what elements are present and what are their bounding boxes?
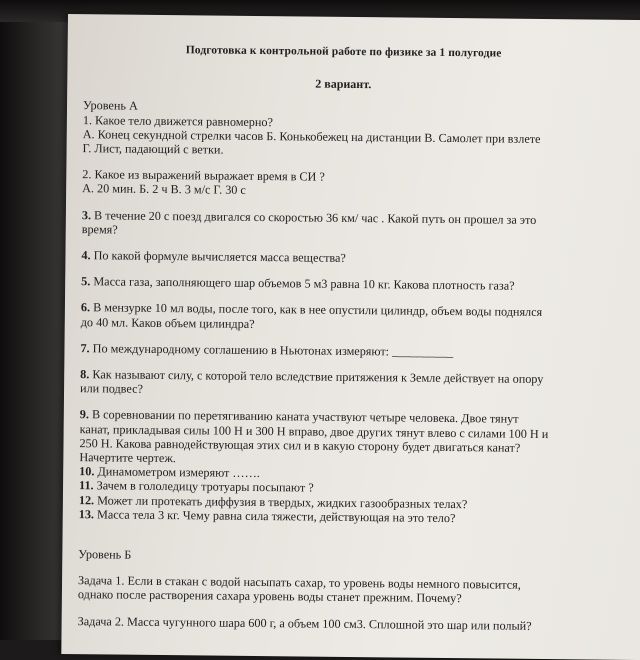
question-text: Динамометром измеряют ……. xyxy=(94,464,260,481)
question-number: 3. xyxy=(81,207,92,222)
question-1: 1. Какое тело движется равномерно? xyxy=(82,112,274,129)
question-2-options: А. 20 мин. Б. 2 ч В. 3 м/с Г. 30 с xyxy=(82,181,246,198)
level-a-heading: Уровень А xyxy=(82,98,138,114)
level-b-heading: Уровень Б xyxy=(78,547,132,562)
question-number: 11. xyxy=(78,478,94,493)
question-text: Масса газа, заполняющего шар объемов 5 м3 равна 10 кг. Какова плотность газа? xyxy=(90,274,515,293)
question-text: Масса тела 3 кг. Чему равна сила тяжести, действующая на это тело? xyxy=(93,507,456,525)
task-1-cont: однако после растворения сахара уровень воды станет прежним. Почему? xyxy=(77,587,462,606)
question-number: 10. xyxy=(79,464,95,479)
question-number: 9. xyxy=(79,407,90,422)
question-8-cont: или подвес? xyxy=(80,381,144,397)
question-number: 6. xyxy=(80,300,91,315)
question-9-cont-1: канат, прикладывая силы 100 Н и 300 Н вправо, двое других тянут влево с силами 100 Н и xyxy=(79,421,549,441)
question-number: 4. xyxy=(81,248,91,263)
question-number: 13. xyxy=(78,507,95,522)
question-text: В течение 20 с поезд двигался со скоростью 36 км/ час . Какой путь он прошел за это xyxy=(90,207,537,227)
question-number: 12. xyxy=(78,492,95,507)
question-text: По международному соглашению в Ньютонах измеряют: __________ xyxy=(89,341,454,359)
page-title: Подготовка к контрольной работе по физике за 1 полугодие xyxy=(185,44,502,60)
question-9-cont-2: 250 Н. Какова равнодействующая этих сил и в какую сторону будет двигаться канат? xyxy=(79,436,521,455)
paper-sheet xyxy=(61,14,640,660)
question-number: 5. xyxy=(81,274,91,289)
background-left-edge xyxy=(0,0,70,640)
task-2: Задача 2. Масса чугунного шара 600 г, а объем 100 см3. Сплошной это шар или полый? xyxy=(77,613,532,633)
question-6-cont: до 40 мл. Каков объем цилиндра? xyxy=(80,314,255,331)
question-text: Какое из выражений выражает время в СИ ? xyxy=(91,167,325,184)
worksheet-content xyxy=(78,38,604,633)
question-text: Как называют силу, с которой тело вследствие притяжения к Земле действует на опору xyxy=(89,367,544,387)
question-1-options-cont: Г. Лист, падающий с ветки. xyxy=(82,141,224,157)
task-1: Задача 1. Если в стакан с водой насыпать сахар, то уровень воды немного повысится, xyxy=(77,573,521,593)
question-3-cont: время? xyxy=(81,221,118,237)
question-text: По какой формуле вычисляется масса вещества? xyxy=(90,248,346,265)
question-1-options: А. Конец секундной стрелки часов Б. Конькобежец на дистанции В. Самолет при взлете xyxy=(82,126,541,146)
question-number: 8. xyxy=(80,367,90,382)
question-9-cont-3: Начертите чертеж. xyxy=(79,450,176,466)
question-text: В мензурке 10 мл воды, после того, как в нее опустили цилиндр, объем воды поднялся xyxy=(89,300,543,320)
question-number: 7. xyxy=(80,340,90,356)
question-text: В соревновании по перетягиванию каната участвуют четыре человека. Двое тянут xyxy=(88,407,519,427)
question-number: 2. xyxy=(82,167,92,182)
question-text: Может ли протекать диффузия в твердых, жидких газообразных телах? xyxy=(94,492,468,511)
variant-label: 2 вариант. xyxy=(315,76,372,92)
question-text: Зачем в гололедицу тротуары посыпают ? xyxy=(93,478,314,496)
